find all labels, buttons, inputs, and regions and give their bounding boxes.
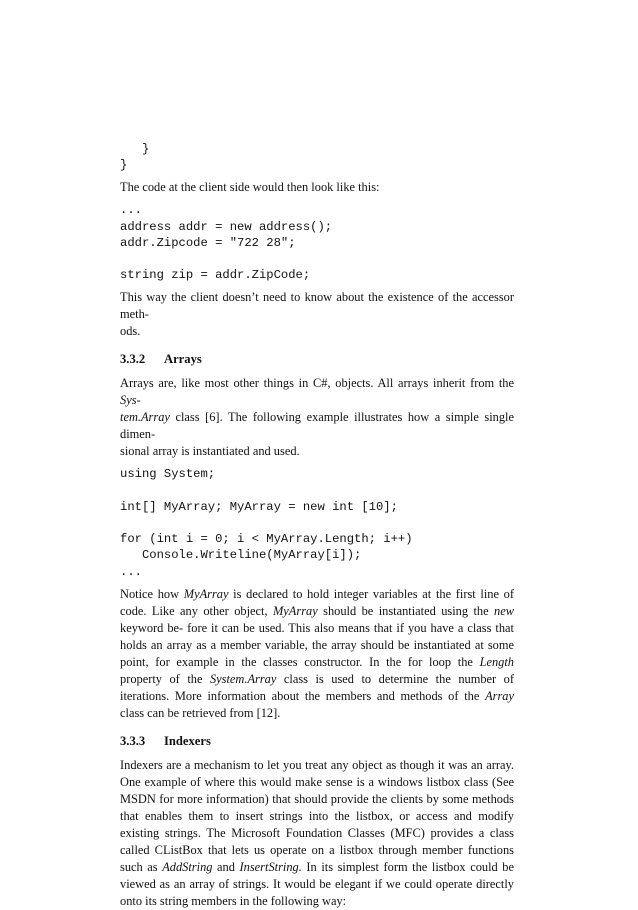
paragraph-accessor-line1: This way the client doesn’t need to know about the existence of the accessor meth- [120,290,514,322]
italic-run: AddString [162,859,213,874]
text-run: class [6]. The following example illustrates how a simple single dimen- [120,410,514,442]
italic-run: Sys- [120,393,141,408]
page-content [120,141,514,910]
text-run: Indexers are a mechanism to let you treat any object as though it was an array. One example of where this would make sense is a windows listbox class (See MSDN for more information) that should provide the clients by some methods that enables them to insert strings into the listbox, or access and modify existing strings. The Microsoft Foundation Classes (MFC) provides a class called CListBox that lets us operate on a listbox through member functions such as [120,757,514,874]
text-run: fore it can be used. This also means that if you have a class that holds an array as a member variable, the array should be instantiated at some point, for example in the classes constructor. In the for loop the [120,620,514,669]
text-run: Arrays are, like most other things in C#, objects. All arrays inherit from the [120,376,514,391]
paragraph-accessor-line2: ods. [120,324,141,339]
text-run: class is used to determine the number of iterations. More information about the members and methods of the [120,671,515,703]
code-block-client: ... address addr = new address(); addr.Zipcode = "722 28"; string zip = addr.ZipCode; [120,203,333,283]
section-number: 3.3.3 [120,733,146,748]
text-run: In its simplest form the listbox could be viewed as an array of strings. It would be elegant if we could operate directly onto its string members in the following way: [120,859,515,908]
paragraph-client-intro: The code at the client side would then look like this: [120,180,380,195]
italic-run: tem.Array [120,410,170,425]
italic-run: Array [485,688,514,703]
text-run: Notice how [120,586,184,601]
code-block-arrays: using System; int[] MyArray; MyArray = new int [10]; for (int i = 0; i < MyArray.Length; i++) Console.Writeline(MyArray[i]); ... [120,467,413,579]
italic-run: InsertString. [239,859,302,874]
text-run: sional array is instantiated and used. [120,444,300,459]
paragraph-arrays [120,375,514,460]
paragraph-accessor [120,289,514,340]
code-block-top: } } [120,142,150,173]
section-title: Arrays [164,352,202,367]
paragraph-indexers [120,757,514,910]
italic-run: System.Array [209,671,277,686]
italic-run: MyArray [272,603,318,618]
text-run: should be instantiated using the [317,603,495,618]
section-title: Indexers [164,733,211,748]
paragraph-notice [120,586,514,722]
italic-run: Length [479,654,514,669]
text-run: class can be retrieved from [12]. [120,705,281,720]
text-run: is declared to hold integer variables at the first line of code. Like any other object, [120,586,515,618]
text-run: keyword be- [120,620,184,635]
italic-run: new [494,603,515,618]
section-number: 3.3.2 [120,352,146,367]
italic-run: MyArray [183,586,229,601]
text-run: and [212,859,240,874]
text-run: property of the [120,671,210,686]
section-heading-arrays [120,351,514,367]
section-heading-indexers [120,733,514,749]
